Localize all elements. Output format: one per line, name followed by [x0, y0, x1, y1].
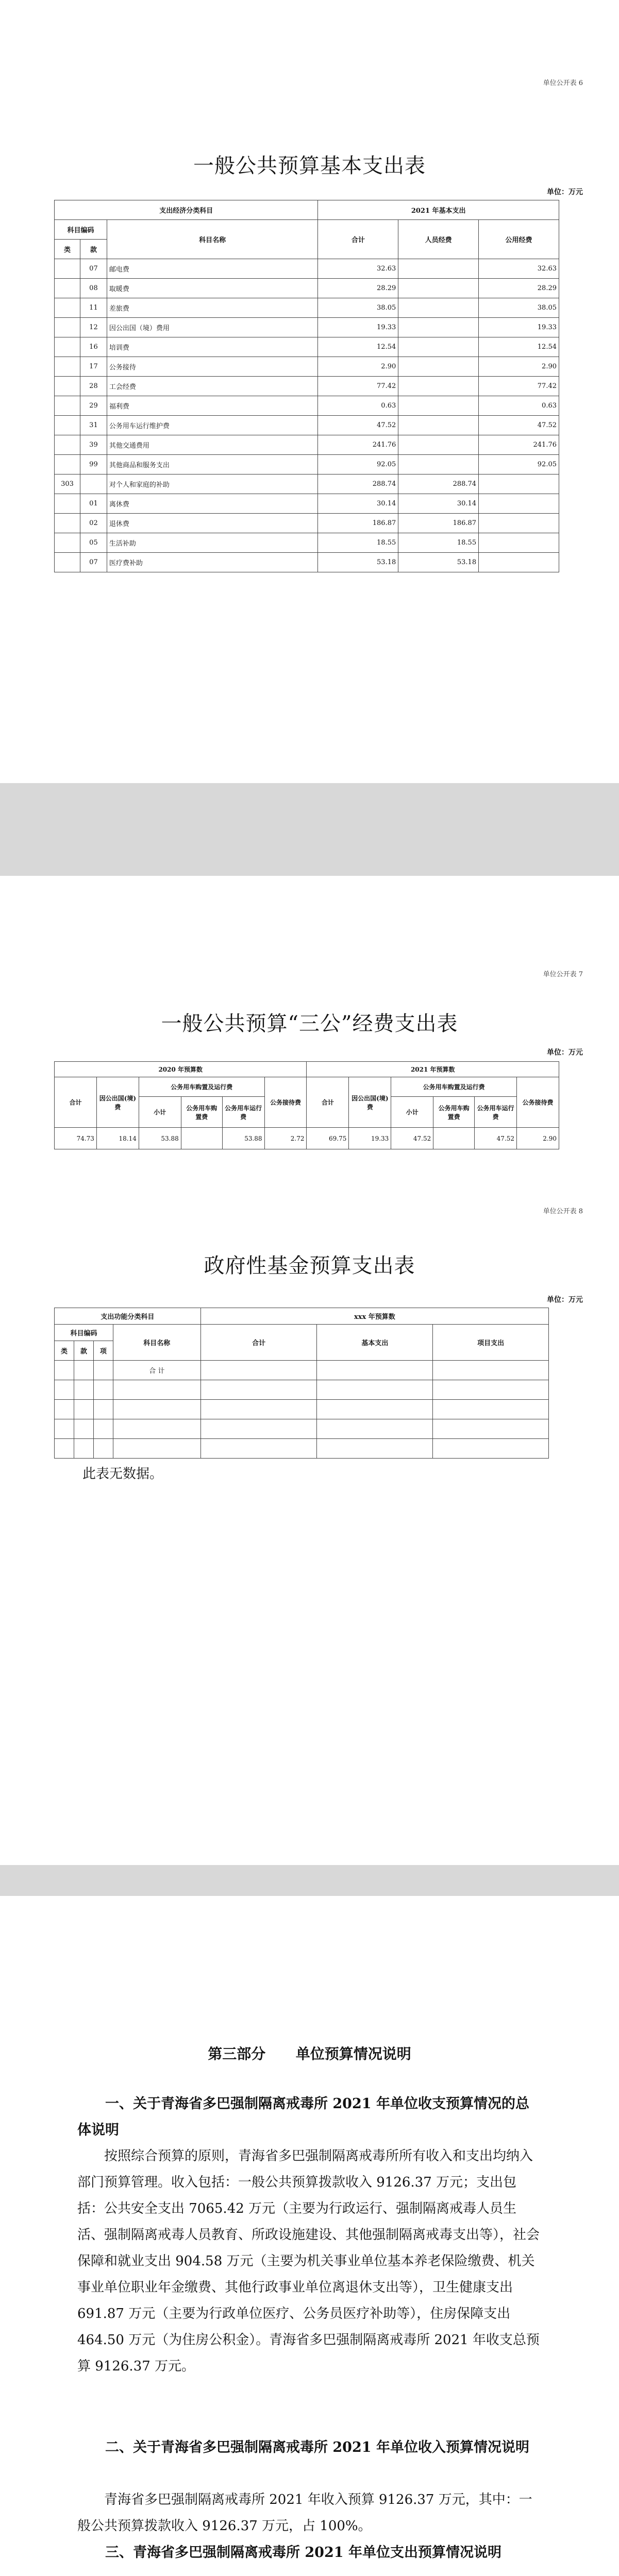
section-3-title: 三、青海省多巴强制隔离戒毒所 2021 年单位支出预算情况说明: [105, 2545, 501, 2561]
cell-name: 培训费: [107, 337, 317, 357]
code-header: 科目编码: [55, 1325, 113, 1341]
cell-kuan: 07: [80, 259, 107, 279]
cell-name: 公务用车运行维护费: [107, 416, 317, 435]
cell-total: 77.42: [318, 377, 398, 396]
cell-total: 18.55: [318, 533, 398, 553]
subtotal-header: 小计: [139, 1097, 181, 1128]
cell-public: 19.33: [479, 318, 559, 337]
cell-total: 2.90: [318, 357, 398, 377]
table-row: [55, 1439, 549, 1459]
cell-public: 0.63: [479, 396, 559, 416]
table-row: [55, 279, 559, 298]
car-run-header: 公务用车运行费: [222, 1097, 264, 1128]
page-title: 一般公共预算基本支出表: [193, 154, 426, 178]
econ-class-header: 支出经济分类科目: [55, 200, 318, 220]
cell-total: 0.63: [318, 396, 398, 416]
table-row: [55, 1400, 549, 1419]
cell-staff: [398, 298, 479, 318]
table-row: [55, 1361, 549, 1380]
section-1-body: 按照综合预算的原则，青海省多巴强制隔离戒毒所所有收入和支出均纳入部门预算管理。收入包括：一般公共预算拨款收入 9126.37 万元；支出包括：公共安全支出 7065.42 万元（主要为行政运行、强制隔离戒毒人员生活、强制隔离戒毒人员教育、所政设施建设、其他强制隔离戒毒支出等），社会保障和就业支出 904.58 万元（主要为机关事业单位基本养老保险缴费、机关事业单位职业年金缴费、其他行政事业单位离退休支出等），卫生健康支出 691.87 万元（主要为行政单位医疗、公务员医疗补助等），住房保障支出 464.50 万元（为住房公积金）。青海省多巴强制隔离戒毒所 2021 年收支总预算 9126.37 万元。: [77, 2148, 540, 2374]
reception-header: 公务接待费: [517, 1077, 559, 1128]
total-header: 合计: [307, 1077, 349, 1128]
cell-kuan: [80, 474, 107, 494]
cell-staff: 18.55: [398, 533, 479, 553]
table-row: [55, 474, 559, 494]
three-public-table: [54, 1061, 559, 1149]
cell-name: 医疗费补助: [107, 553, 317, 572]
subtotal-header: 小计: [391, 1097, 433, 1128]
table-row: [55, 298, 559, 318]
abroad-header: 因公出国(境)费: [349, 1077, 391, 1128]
cell-name: 邮电费: [107, 259, 317, 279]
cell-public: 12.54: [479, 337, 559, 357]
cell-kuan: 28: [80, 377, 107, 396]
cell-kuan: 08: [80, 279, 107, 298]
cell-public: 241.76: [479, 435, 559, 455]
cell-value: 69.75: [307, 1128, 349, 1149]
page-three-public-and-fund: [0, 876, 619, 1865]
page-number: 单位公开表 7: [543, 971, 583, 978]
basic-expenditure-table: [54, 200, 559, 572]
table-row: [55, 1380, 549, 1400]
table-row: [55, 377, 559, 396]
cell-lei: [55, 377, 80, 396]
cell-value: 47.52: [391, 1128, 433, 1149]
y2020-header: 2020 年预算数: [55, 1062, 307, 1077]
cell-lei: [55, 357, 80, 377]
year-header: 2021 年基本支出: [318, 200, 559, 220]
cell-total: 38.05: [318, 298, 398, 318]
cell-name: 其他商品和服务支出: [107, 455, 317, 474]
cell-name: 差旅费: [107, 298, 317, 318]
cell-kuan: 31: [80, 416, 107, 435]
unit-label: 单位：万元: [547, 188, 583, 196]
cell-lei: [55, 494, 80, 514]
name-header: 科目名称: [113, 1325, 200, 1361]
cell-name: 公务接待: [107, 357, 317, 377]
table-row: [55, 259, 559, 279]
cell-lei: [55, 337, 80, 357]
cell-public: [479, 533, 559, 553]
table-row: [55, 514, 559, 533]
cell-public: 32.63: [479, 259, 559, 279]
cell-total: 32.63: [318, 259, 398, 279]
cell-value: 47.52: [475, 1128, 517, 1149]
cell-staff: [398, 396, 479, 416]
func-class-header: 支出功能分类科目: [55, 1308, 201, 1325]
cell-value: [433, 1128, 475, 1149]
cell-kuan: 29: [80, 396, 107, 416]
cell-name: 福利费: [107, 396, 317, 416]
cell-public: 38.05: [479, 298, 559, 318]
table-row: [55, 1128, 559, 1149]
cell-kuan: 99: [80, 455, 107, 474]
table-row: [55, 357, 559, 377]
cell-staff: [398, 435, 479, 455]
abroad-header: 因公出国(境)费: [96, 1077, 139, 1128]
cell-total: 186.87: [318, 514, 398, 533]
section-2-body: 青海省多巴强制隔离戒毒所 2021 年收入预算 9126.37 万元，其中：一般公共预算拨款收入 9126.37 万元，占 100%。: [77, 2492, 532, 2534]
cell-name: 取暖费: [107, 279, 317, 298]
cell-lei: [55, 396, 80, 416]
cell-kuan: 11: [80, 298, 107, 318]
page-number: 单位公开表 6: [543, 79, 583, 87]
cell-kuan: 16: [80, 337, 107, 357]
table-row: [55, 435, 559, 455]
cell-public: [479, 474, 559, 494]
cell-value: [181, 1128, 222, 1149]
car-run-header: 公务用车运行费: [475, 1097, 517, 1128]
cell-value: 53.88: [222, 1128, 264, 1149]
cell-name: 因公出国（境）费用: [107, 318, 317, 337]
cell-total: 53.18: [318, 553, 398, 572]
cell-staff: [398, 357, 479, 377]
cell-total: 288.74: [318, 474, 398, 494]
section-2-title: 二、关于青海省多巴强制隔离戒毒所 2021 年单位收入预算情况说明: [105, 2439, 529, 2455]
cell-kuan: 01: [80, 494, 107, 514]
name-header: 科目名称: [107, 220, 317, 259]
page-budget-explanation: [0, 1896, 619, 2576]
cell-value: 53.88: [139, 1128, 181, 1149]
cell-lei: [55, 455, 80, 474]
cell-public: 77.42: [479, 377, 559, 396]
table-row: [55, 318, 559, 337]
cell-kuan: 07: [80, 553, 107, 572]
table-row: [55, 396, 559, 416]
section-1-title: 一、关于青海省多巴强制隔离戒毒所 2021 年单位收支预算情况的总体说明: [77, 2096, 529, 2138]
sum-row-label: 合 计: [113, 1361, 200, 1380]
total-header: 合计: [318, 220, 398, 259]
code-header: 科目编码: [55, 220, 107, 240]
cell-staff: 30.14: [398, 494, 479, 514]
cell-lei: [55, 514, 80, 533]
table-row: [55, 416, 559, 435]
cell-total: 30.14: [318, 494, 398, 514]
cell-kuan: 05: [80, 533, 107, 553]
cell-total: 12.54: [318, 337, 398, 357]
part-title: 第三部分 单位预算情况说明: [208, 2045, 411, 2062]
cell-staff: [398, 416, 479, 435]
unit-label: 单位：万元: [547, 1296, 583, 1304]
cell-kuan: 12: [80, 318, 107, 337]
cell-value: 2.72: [264, 1128, 307, 1149]
cell-lei: [55, 533, 80, 553]
table-row: [55, 1419, 549, 1439]
table-row: [55, 455, 559, 474]
cell-public: 47.52: [479, 416, 559, 435]
cell-name: 对个人和家庭的补助: [107, 474, 317, 494]
cell-lei: [55, 416, 80, 435]
cell-public: [479, 514, 559, 533]
cell-lei: [55, 298, 80, 318]
page-title: 政府性基金预算支出表: [204, 1254, 415, 1278]
cell-staff: [398, 318, 479, 337]
cell-name: 离休费: [107, 494, 317, 514]
year-header: xxx 年预算数: [200, 1308, 548, 1325]
cell-name: 其他交通费用: [107, 435, 317, 455]
cell-total: 28.29: [318, 279, 398, 298]
basic-header: 基本支出: [317, 1325, 433, 1361]
cell-staff: [398, 337, 479, 357]
public-header: 公用经费: [479, 220, 559, 259]
cell-public: 28.29: [479, 279, 559, 298]
reception-header: 公务接待费: [264, 1077, 307, 1128]
cell-lei: [55, 435, 80, 455]
cell-staff: [398, 259, 479, 279]
total-header: 合计: [55, 1077, 97, 1128]
cell-kuan: 17: [80, 357, 107, 377]
table-row: [55, 494, 559, 514]
car-buy-header: 公务用车购置费: [181, 1097, 222, 1128]
cell-name: 退休费: [107, 514, 317, 533]
cell-public: 92.05: [479, 455, 559, 474]
kuan-header: 款: [80, 240, 107, 259]
cell-staff: [398, 377, 479, 396]
page-number: 单位公开表 8: [543, 1208, 583, 1215]
unit-label: 单位：万元: [547, 1048, 583, 1057]
cell-total: 47.52: [318, 416, 398, 435]
y2021-header: 2021 年预算数: [307, 1062, 559, 1077]
cell-staff: 53.18: [398, 553, 479, 572]
table-row: [55, 533, 559, 553]
total-header: 合计: [200, 1325, 317, 1361]
cell-total: 241.76: [318, 435, 398, 455]
cell-public: [479, 494, 559, 514]
cell-value: 18.14: [96, 1128, 139, 1149]
cell-staff: 288.74: [398, 474, 479, 494]
project-header: 项目支出: [433, 1325, 549, 1361]
xiang-header: 项: [93, 1341, 113, 1361]
cell-staff: [398, 455, 479, 474]
cell-lei: [55, 279, 80, 298]
car-group-header: 公务用车购置及运行费: [139, 1077, 264, 1097]
no-data-note: 此表无数据。: [82, 1466, 163, 1482]
cell-name: 工会经费: [107, 377, 317, 396]
page-title: 一般公共预算“三公”经费支出表: [161, 1012, 458, 1036]
cell-kuan: 02: [80, 514, 107, 533]
cell-lei: [55, 553, 80, 572]
kuan-header: 款: [74, 1341, 93, 1361]
table-row: [55, 553, 559, 572]
lei-header: 类: [55, 240, 80, 259]
cell-staff: [398, 279, 479, 298]
cell-total: 19.33: [318, 318, 398, 337]
cell-public: 2.90: [479, 357, 559, 377]
page-basic-expenditure: [0, 0, 619, 783]
lei-header: 类: [55, 1341, 74, 1361]
gov-fund-table: [54, 1308, 549, 1459]
cell-staff: 186.87: [398, 514, 479, 533]
cell-lei: [55, 318, 80, 337]
cell-value: 74.73: [55, 1128, 97, 1149]
cell-total: 92.05: [318, 455, 398, 474]
cell-name: 生活补助: [107, 533, 317, 553]
cell-lei: [55, 259, 80, 279]
cell-value: 19.33: [349, 1128, 391, 1149]
staff-header: 人员经费: [398, 220, 479, 259]
table-row: [55, 337, 559, 357]
car-group-header: 公务用车购置及运行费: [391, 1077, 517, 1097]
cell-public: [479, 553, 559, 572]
car-buy-header: 公务用车购置费: [433, 1097, 475, 1128]
cell-kuan: 39: [80, 435, 107, 455]
cell-lei: 303: [55, 474, 80, 494]
cell-value: 2.90: [517, 1128, 559, 1149]
